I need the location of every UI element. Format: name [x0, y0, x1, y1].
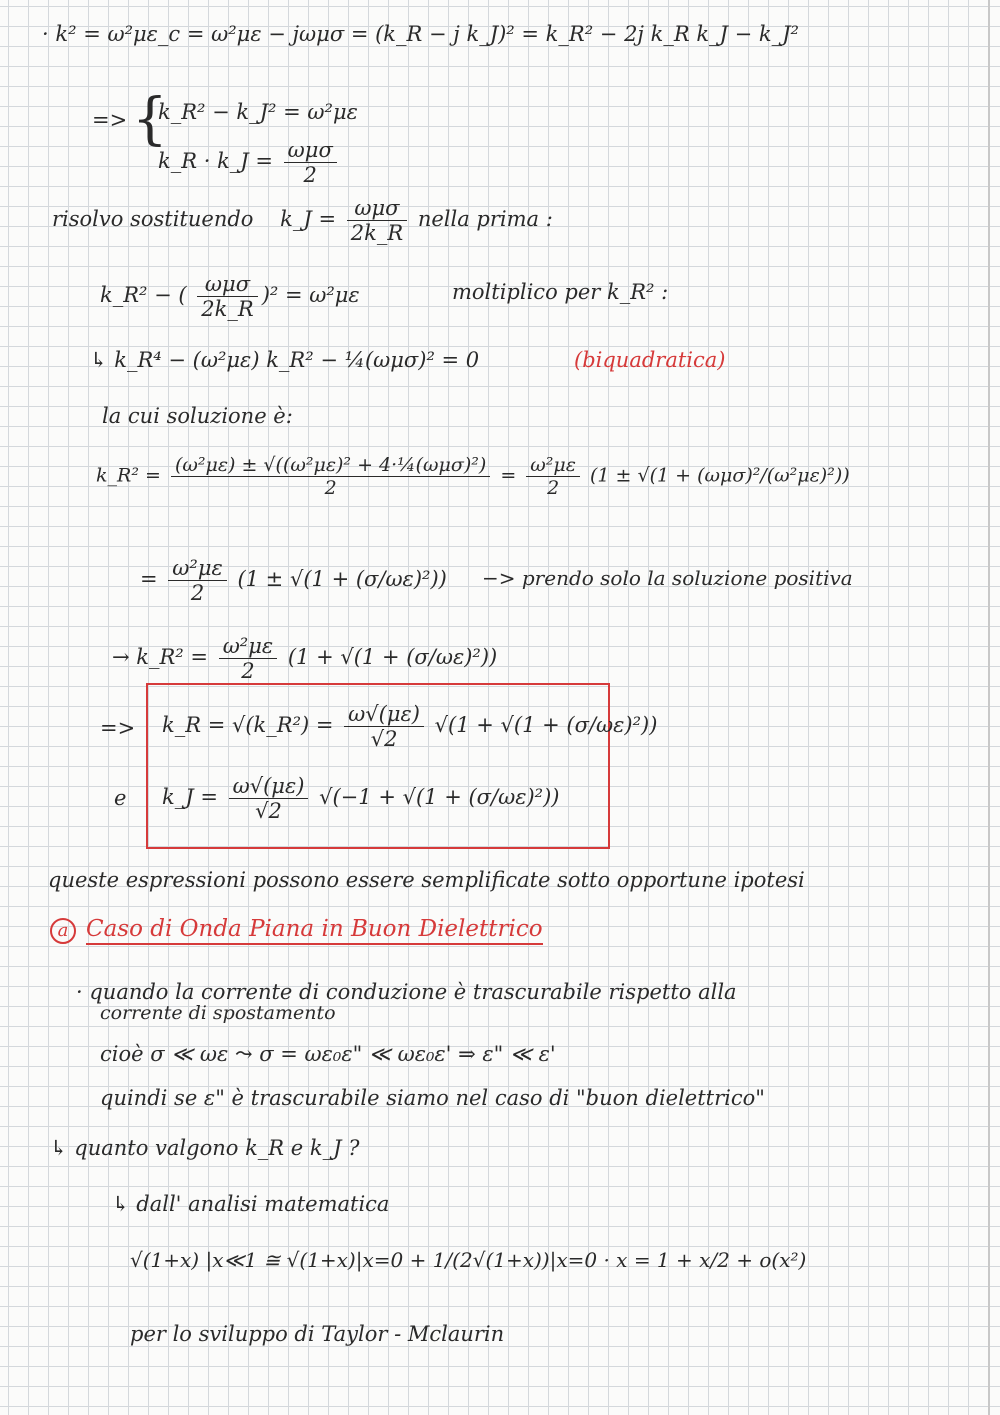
equation-text: = — [140, 567, 158, 591]
fraction-denominator: 2 — [241, 659, 255, 683]
fraction-numerator: ωμσ — [284, 138, 337, 163]
equation-text: (1 ± √(1 + (σ/ωε)²)) — [237, 567, 447, 591]
fraction-numerator: ω√(με) — [229, 774, 309, 799]
prose-text: ↳ quanto valgono k_R e k_J ? — [50, 1136, 360, 1160]
simplified-solution — [140, 556, 447, 605]
condition-line-2 — [100, 1002, 336, 1024]
equation-text: √(−1 + √(1 + (σ/ωε)²)) — [319, 785, 560, 809]
arrow: => — [92, 108, 128, 132]
analysis-line — [112, 1192, 389, 1216]
fraction-denominator: 2 — [303, 163, 317, 187]
system-eq-2 — [158, 138, 341, 187]
equation-text: (1 + √(1 + (σ/ωε)²)) — [287, 645, 498, 669]
kr-result — [162, 702, 657, 751]
equation-text: k_J = — [280, 207, 337, 231]
fraction-denominator: √2 — [370, 727, 398, 751]
solution-equation — [96, 454, 850, 499]
prose-text: nella prima : — [417, 207, 553, 231]
section-heading — [50, 916, 543, 944]
fraction-denominator: √2 — [255, 799, 282, 823]
system-arrow — [92, 108, 127, 132]
equation-text: cioè σ ≪ ωε ⤳ σ = ωε₀ε" ≪ ωε₀ε' ⇒ ε" ≪ ε' — [100, 1042, 556, 1066]
prose-text: moltiplico per k_R² : — [452, 280, 669, 304]
page-margin-line — [988, 0, 990, 1415]
fraction-denominator: 2k_R — [350, 221, 404, 245]
prose-text: −> prendo solo la soluzione positiva — [482, 566, 853, 590]
taylor-expansion — [130, 1248, 806, 1272]
kj-result — [162, 774, 559, 823]
wavenumber-equation — [42, 22, 799, 46]
fraction-numerator: ω²με — [219, 634, 277, 659]
equation-text: k_R² = — [96, 464, 161, 487]
result-arrow — [100, 716, 135, 740]
biquadratic-equation — [90, 348, 479, 372]
system-brace: { — [132, 87, 168, 152]
kr-squared-result — [112, 634, 497, 683]
section-title: Caso di Onda Piana in Buon Dielettrico — [86, 916, 543, 945]
solution-intro — [102, 404, 293, 428]
substituted-equation: k_R² − ( $\frac{\text{ωμσ}}{2k\_R}$ )² = ω²με — [100, 272, 360, 321]
equation-text: → k_R² = — [112, 645, 208, 669]
bullet: · — [42, 22, 49, 46]
section-number: a — [50, 918, 76, 944]
equation-text: )² = ω²με — [261, 283, 360, 307]
equation-text: k_R · k_J = — [158, 149, 273, 173]
fraction-denominator: 2 — [547, 477, 560, 499]
taylor-note — [130, 1322, 504, 1346]
fraction-numerator: (ω²με) ± √((ω²με)² + 4·¼(ωμσ)²) — [171, 454, 490, 477]
and-label — [114, 786, 126, 810]
good-dielectric-note — [100, 1086, 765, 1110]
fraction-denominator: 2k_R — [201, 297, 254, 321]
prose-text: corrente di spostamento — [100, 1002, 336, 1024]
equation-text: k_R = √(k_R²) = — [162, 713, 334, 737]
fraction-numerator: ω√(με) — [344, 702, 424, 727]
prose-text: ↳ dall' analisi matematica — [112, 1192, 390, 1216]
prose-text: la cui soluzione è: — [102, 404, 293, 428]
prose-text: quindi se ε" è trascurabile siamo nel caso di "buon dielettrico" — [100, 1086, 765, 1110]
simplification-note — [48, 868, 805, 892]
prose-text: e — [114, 786, 127, 810]
prose-text: · quando la corrente di conduzione è trascurabile rispetto alla — [76, 980, 737, 1004]
prose-text: queste espressioni possono essere semplificate sotto opportune ipotesi — [48, 868, 805, 892]
question-line — [50, 1136, 359, 1160]
equation-text: = — [500, 464, 517, 487]
condition-math — [100, 1042, 556, 1066]
prose-text: (biquadratica) — [574, 348, 726, 372]
equation-text: k_R² − — [100, 283, 172, 307]
fraction-numerator: ωμσ — [197, 272, 257, 297]
equation-text: ↳ k_R⁴ − (ω²με) k_R² − ¼(ωμσ)² = 0 — [90, 348, 480, 372]
positive-solution-note — [482, 566, 853, 590]
equation-text: √(1+x) |x≪1 ≅ √(1+x)|x=0 + 1/(2√(1+x))|x=0 · x = 1 + x/2 + o(x²) — [130, 1248, 807, 1272]
prose-text: risolvo sostituendo — [52, 207, 254, 231]
equation-text: (1 ± √(1 + (ωμσ)²/(ω²με)²)) — [589, 464, 850, 487]
prose-text: per lo sviluppo di Taylor - Mclaurin — [130, 1322, 505, 1346]
fraction-numerator: ω²με — [168, 556, 226, 581]
equation-text: k_R² − k_J² = ω²με — [158, 100, 358, 124]
fraction-denominator: 2 — [324, 477, 337, 499]
equation-text: k_J = — [162, 785, 218, 809]
equation-text: √(1 + √(1 + (σ/ωε)²)) — [434, 713, 658, 737]
fraction-numerator: ω²με — [526, 454, 580, 477]
equation-text: k² = ω²με_c = ω²με − jωμσ = (k_R − j k_J)² = k_R² − 2j k_R k_J − k_J² — [55, 22, 799, 46]
condition-line-1 — [76, 980, 737, 1004]
biquadratic-label — [574, 348, 725, 372]
fraction-denominator: 2 — [190, 581, 205, 605]
fraction-numerator: ωμσ — [347, 196, 407, 221]
substitution-line — [52, 196, 553, 245]
arrow: => — [100, 716, 136, 740]
multiply-note — [452, 280, 668, 304]
system-eq-1 — [158, 100, 358, 124]
